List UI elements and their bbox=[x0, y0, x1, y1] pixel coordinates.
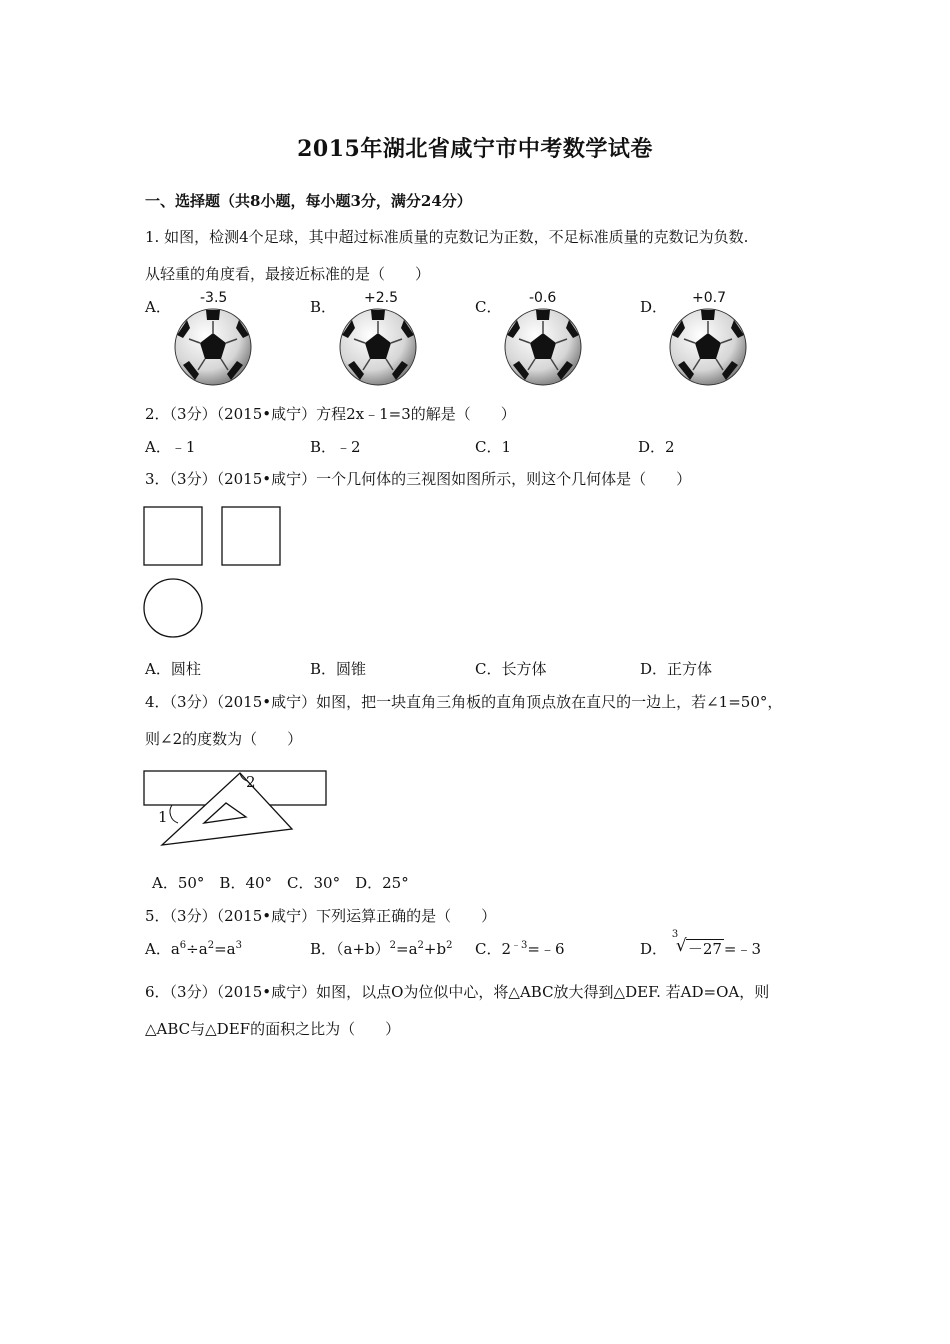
angle1-arc bbox=[170, 805, 178, 823]
page-title: 2015年湖北省咸宁市中考数学试卷 bbox=[297, 136, 653, 162]
q5-b-exp3: 2 bbox=[446, 940, 453, 951]
q5-c-exp: ﹣3 bbox=[511, 940, 528, 951]
q5-c-eq: =﹣6 bbox=[527, 940, 565, 958]
q5-option-c bbox=[475, 938, 565, 959]
q4-stem-line1: 4．（3分）（2015•咸宁）如图，把一块直角三角板的直角顶点放在直尺的一边上，若∠1=50°， bbox=[145, 693, 783, 711]
q5-a-letter: A． bbox=[145, 940, 171, 958]
q5-b-eq: =a bbox=[396, 940, 418, 958]
q5-b-plus: +b bbox=[423, 940, 447, 958]
q5-stem: 5．（3分）（2015•咸宁）下列运算正确的是（ ） bbox=[145, 907, 497, 925]
q5-a-exp2: 2 bbox=[207, 940, 215, 951]
q5-option-b bbox=[310, 938, 452, 959]
q1-option-c-letter: C． bbox=[475, 298, 502, 316]
q6-stem-line2: △ABC与△DEF的面积之比为（ ） bbox=[145, 1020, 401, 1038]
q5-c-letter: C． bbox=[475, 940, 502, 958]
q1-stem-line1: 1. 如图，检测4个足球，其中超过标准质量的克数记为正数，不足标准质量的克数记为负数. bbox=[145, 228, 749, 246]
side-view-square bbox=[222, 507, 280, 565]
q4-stem-line2: 则∠2的度数为（ ） bbox=[145, 730, 303, 748]
q5-a-exp3: 3 bbox=[235, 940, 242, 951]
q1-soccer-balls bbox=[0, 0, 950, 400]
q4-options: A．50° B．40° C．30° D．25° bbox=[152, 874, 409, 892]
soccer-ball-b bbox=[340, 309, 416, 385]
q5-c-base: 2 bbox=[501, 940, 512, 958]
q5-d-eq: =﹣3 bbox=[723, 940, 762, 958]
q3-option-b: B．圆锥 bbox=[310, 660, 367, 678]
q5-d-radical bbox=[671, 929, 724, 959]
q5-b-expr: （a+b） bbox=[336, 940, 390, 958]
top-view-circle bbox=[144, 579, 202, 637]
q3-option-a: A．圆柱 bbox=[145, 660, 201, 678]
q3-three-views bbox=[140, 503, 290, 643]
q5-a-exp1: 6 bbox=[179, 940, 187, 951]
q2-stem: 2．（3分）（2015•咸宁）方程2x﹣1=3的解是（ ） bbox=[145, 405, 516, 423]
q1-option-d-letter: D． bbox=[640, 298, 668, 316]
q6-stem-line1: 6．（3分）（2015•咸宁）如图，以点O为位似中心，将△ABC放大得到△DEF. 若AD=OA，则 bbox=[145, 983, 770, 1001]
q2-option-a: A．﹣1 bbox=[145, 438, 196, 456]
q1-ball-a-value: -3.5 bbox=[200, 290, 228, 306]
q1-option-b-letter: B． bbox=[310, 298, 337, 316]
q5-b-exp2: 2 bbox=[417, 940, 424, 951]
q3-option-c: C．长方体 bbox=[475, 660, 547, 678]
section-heading: 一、选择题（共8小题，每小题3分，满分24分） bbox=[145, 192, 472, 210]
q1-stem-line2: 从轻重的角度看，最接近标准的是（ ） bbox=[145, 265, 431, 283]
q3-option-d: D．正方体 bbox=[640, 660, 713, 678]
q1-ball-c-value: -0.6 bbox=[529, 290, 557, 306]
q2-option-d: D．2 bbox=[638, 438, 675, 456]
front-view-square bbox=[144, 507, 202, 565]
q3-stem: 3．（3分）（2015•咸宁）一个几何体的三视图如图所示，则这个几何体是（ ） bbox=[145, 470, 692, 488]
q5-d-root-index: 3 bbox=[671, 929, 679, 940]
q5-option-d bbox=[640, 929, 762, 959]
q4-ruler-triangle-figure bbox=[140, 765, 340, 850]
q1-option-a-letter: A． bbox=[145, 298, 171, 316]
q5-a-base: a bbox=[170, 940, 180, 958]
soccer-ball-c bbox=[505, 309, 581, 385]
q1-ball-b-value: +2.5 bbox=[364, 290, 398, 306]
q5-a-div: ÷a bbox=[186, 940, 208, 958]
q5-a-eq: =a bbox=[214, 940, 236, 958]
soccer-ball-a bbox=[175, 309, 251, 385]
q1-ball-d-value: +0.7 bbox=[692, 290, 726, 306]
soccer-ball-d bbox=[670, 309, 746, 385]
q4-angle2-label: 2 bbox=[246, 773, 256, 791]
q5-d-radicand: －27 bbox=[687, 940, 722, 958]
q2-option-c: C．1 bbox=[475, 438, 512, 456]
q5-b-exp1: 2 bbox=[389, 940, 397, 951]
q5-b-letter: B． bbox=[310, 940, 337, 958]
q5-option-a bbox=[145, 938, 242, 959]
radical-sign-icon: √ bbox=[675, 936, 687, 956]
q2-option-b: B．﹣2 bbox=[310, 438, 361, 456]
q5-d-letter: D． bbox=[640, 940, 668, 958]
q4-angle1-label: 1 bbox=[158, 808, 168, 826]
